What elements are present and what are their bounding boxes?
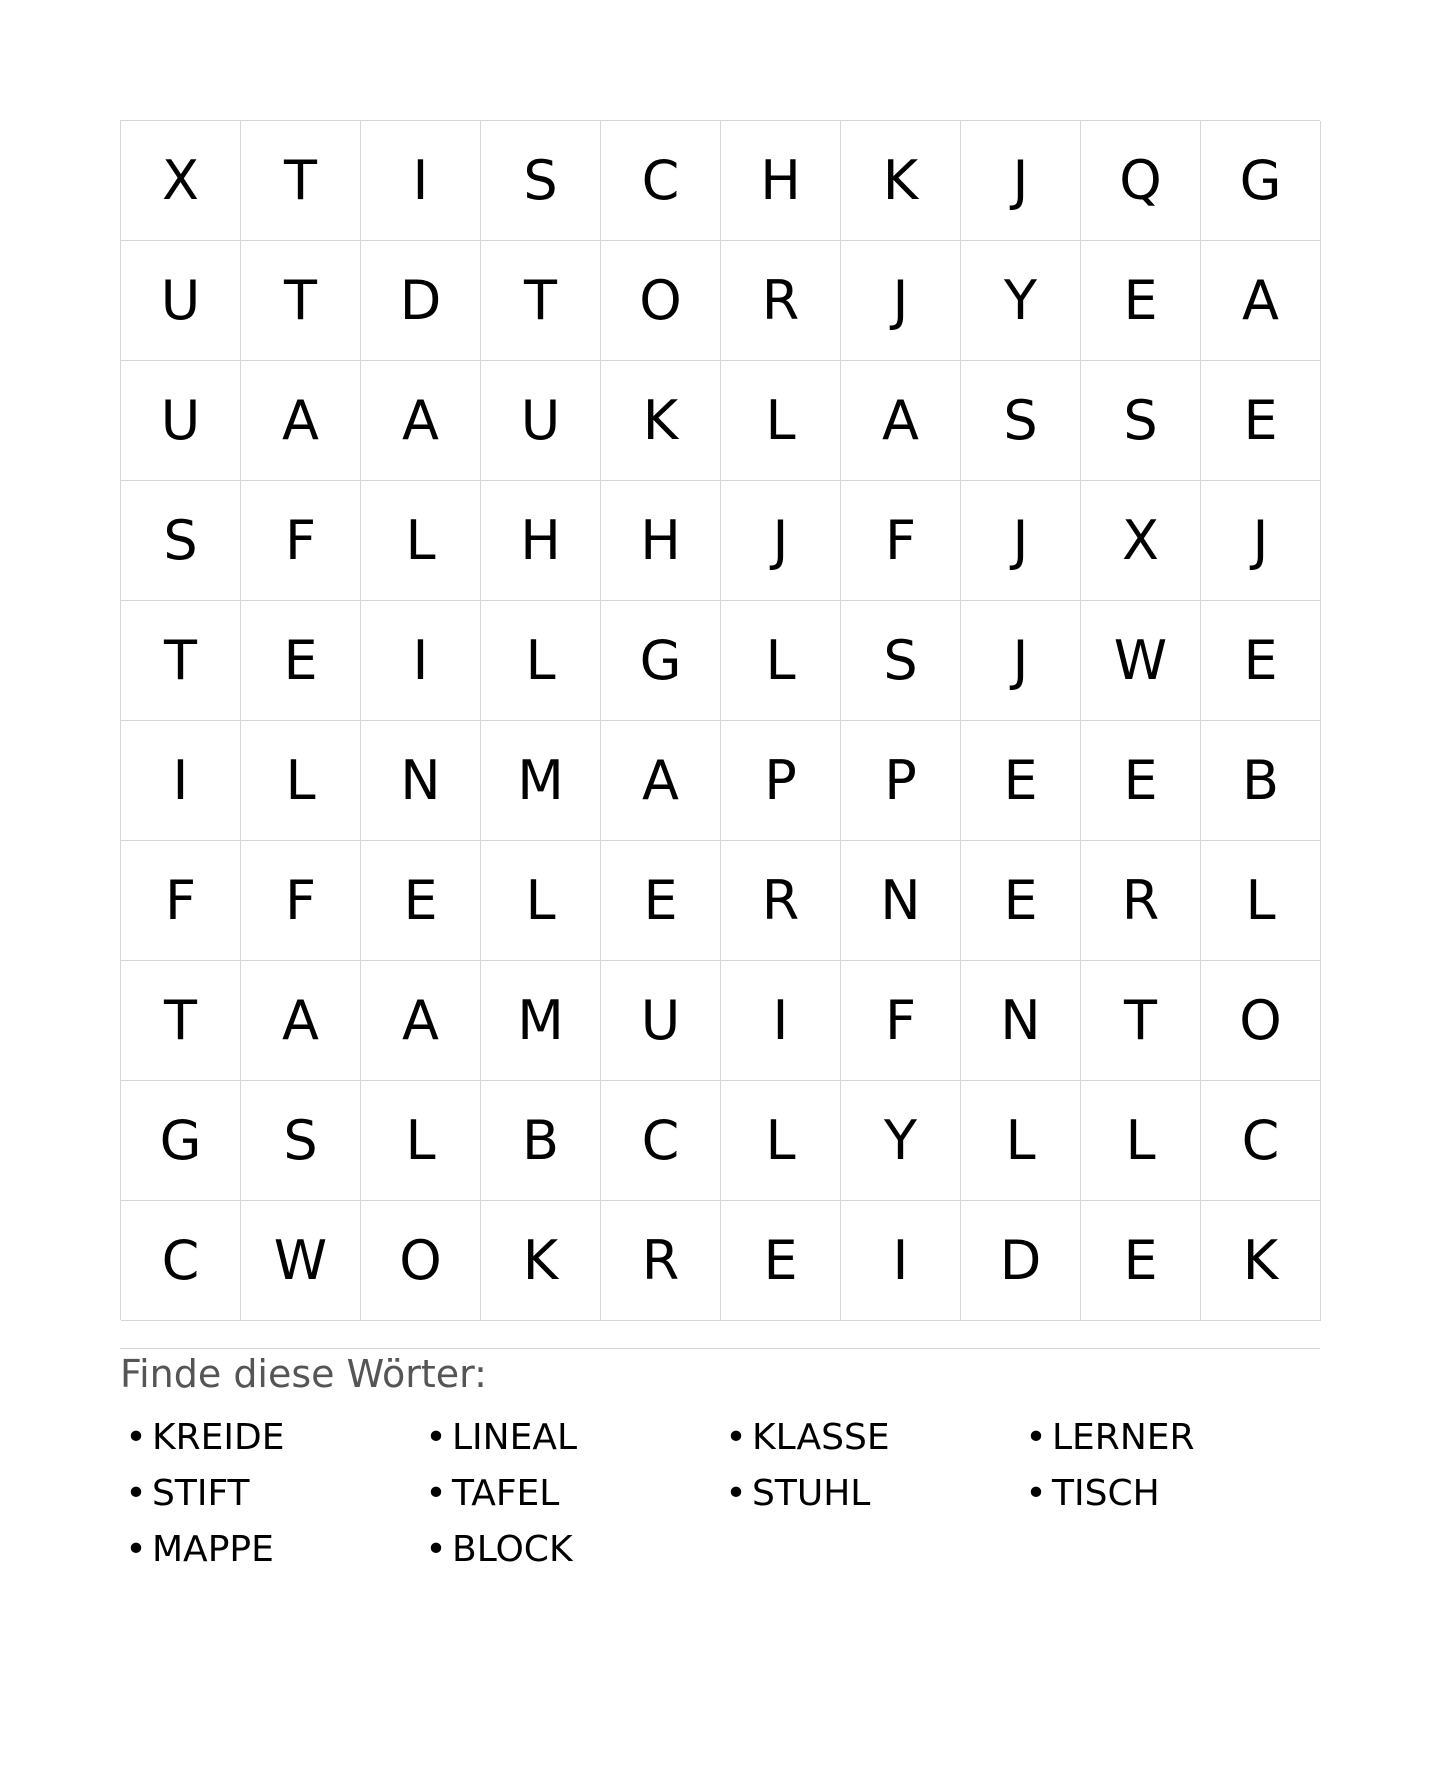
grid-cell[interactable]: I (361, 601, 481, 721)
word-list-item (120, 1522, 420, 1578)
word-label: LINEAL (452, 1417, 578, 1458)
word-list-item (720, 1410, 1020, 1466)
word-list-item (420, 1410, 720, 1466)
bullet-icon: • (1025, 1473, 1047, 1514)
grid-cell[interactable]: L (1081, 1081, 1201, 1201)
grid-cell[interactable]: Q (1081, 121, 1201, 241)
word-list-item (1020, 1466, 1320, 1522)
grid-cell[interactable]: C (121, 1201, 241, 1321)
grid-cell[interactable]: O (601, 241, 721, 361)
grid-cell[interactable]: K (841, 121, 961, 241)
grid-cell[interactable]: A (361, 361, 481, 481)
grid-cell[interactable]: D (961, 1201, 1081, 1321)
bullet-icon: • (425, 1529, 447, 1570)
grid-cell[interactable]: I (841, 1201, 961, 1321)
grid-cell[interactable]: M (481, 961, 601, 1081)
grid-cell[interactable]: L (721, 361, 841, 481)
grid-cell[interactable]: K (1201, 1201, 1321, 1321)
bullet-icon: • (125, 1529, 147, 1570)
grid-cell[interactable]: T (481, 241, 601, 361)
grid-cell[interactable]: S (121, 481, 241, 601)
grid-cell[interactable]: U (481, 361, 601, 481)
grid-cell[interactable]: R (721, 841, 841, 961)
grid-cell[interactable]: L (1201, 841, 1321, 961)
grid-cell[interactable]: A (841, 361, 961, 481)
grid-cell[interactable]: S (841, 601, 961, 721)
grid-cell[interactable]: T (241, 121, 361, 241)
grid-cell[interactable]: P (721, 721, 841, 841)
word-label: MAPPE (152, 1529, 274, 1570)
grid-cell[interactable]: K (601, 361, 721, 481)
word-label: LERNER (1052, 1417, 1195, 1458)
bullet-icon: • (425, 1417, 447, 1458)
grid-cell[interactable]: X (1081, 481, 1201, 601)
letter-grid (120, 120, 1320, 1320)
grid-cell[interactable]: W (241, 1201, 361, 1321)
grid-cell[interactable]: B (481, 1081, 601, 1201)
grid-cell[interactable]: L (361, 1081, 481, 1201)
word-list (120, 1410, 1320, 1578)
grid-cell[interactable]: L (361, 481, 481, 601)
grid-cell[interactable]: F (841, 481, 961, 601)
grid-cell[interactable]: X (121, 121, 241, 241)
bullet-icon: • (125, 1473, 147, 1514)
word-list-item (420, 1466, 720, 1522)
word-label: KLASSE (752, 1417, 890, 1458)
grid-cell[interactable]: L (721, 601, 841, 721)
grid-cell[interactable]: J (841, 241, 961, 361)
grid-cell[interactable]: R (601, 1201, 721, 1321)
grid-cell[interactable]: Y (841, 1081, 961, 1201)
grid-cell[interactable]: J (961, 601, 1081, 721)
grid-cell[interactable]: T (241, 241, 361, 361)
grid-cell[interactable]: J (721, 481, 841, 601)
grid-cell[interactable]: E (1201, 601, 1321, 721)
grid-cell[interactable]: L (721, 1081, 841, 1201)
word-label: STUHL (752, 1473, 871, 1514)
word-list-item (120, 1466, 420, 1522)
grid-cell[interactable]: A (1201, 241, 1321, 361)
grid-cell[interactable]: F (241, 481, 361, 601)
grid-cell[interactable]: I (721, 961, 841, 1081)
grid-cell[interactable]: S (481, 121, 601, 241)
grid-cell[interactable]: L (961, 1081, 1081, 1201)
grid-cell[interactable]: N (361, 721, 481, 841)
grid-cell[interactable]: A (241, 361, 361, 481)
grid-cell[interactable]: H (721, 121, 841, 241)
grid-cell[interactable]: C (601, 1081, 721, 1201)
grid-cell[interactable]: T (1081, 961, 1201, 1081)
grid-cell[interactable]: E (1081, 1201, 1201, 1321)
grid-cell[interactable]: C (601, 121, 721, 241)
grid-cell[interactable]: Y (961, 241, 1081, 361)
bullet-icon: • (725, 1417, 747, 1458)
grid-cell[interactable]: E (721, 1201, 841, 1321)
grid-cell[interactable]: E (241, 601, 361, 721)
bullet-icon: • (725, 1473, 747, 1514)
grid-cell[interactable]: A (361, 961, 481, 1081)
divider (120, 1348, 1320, 1349)
grid-cell[interactable]: E (1081, 241, 1201, 361)
grid-cell[interactable]: E (1081, 721, 1201, 841)
grid-cell[interactable]: W (1081, 601, 1201, 721)
grid-cell[interactable]: I (361, 121, 481, 241)
grid-cell[interactable]: H (601, 481, 721, 601)
grid-cell[interactable]: O (361, 1201, 481, 1321)
grid-cell[interactable]: K (481, 1201, 601, 1321)
grid-cell[interactable]: R (1081, 841, 1201, 961)
grid-cell[interactable]: L (481, 841, 601, 961)
instruction-text: Finde diese Wörter: (120, 1352, 487, 1396)
word-label: TAFEL (452, 1473, 560, 1514)
grid-cell[interactable]: G (121, 1081, 241, 1201)
grid-cell[interactable]: L (481, 601, 601, 721)
grid-cell[interactable]: U (121, 241, 241, 361)
grid-cell[interactable]: R (721, 241, 841, 361)
grid-cell[interactable]: S (1081, 361, 1201, 481)
grid-cell[interactable]: J (961, 121, 1081, 241)
grid-cell[interactable]: J (1201, 481, 1321, 601)
bullet-icon: • (1025, 1417, 1047, 1458)
grid-cell[interactable]: N (961, 961, 1081, 1081)
grid-cell[interactable]: P (841, 721, 961, 841)
grid-cell[interactable]: S (241, 1081, 361, 1201)
grid-cell[interactable]: D (361, 241, 481, 361)
bullet-icon: • (125, 1417, 147, 1458)
grid-cell[interactable]: I (121, 721, 241, 841)
word-label: STIFT (152, 1473, 250, 1514)
grid-cell[interactable]: F (241, 841, 361, 961)
grid-cell[interactable]: A (241, 961, 361, 1081)
word-label: TISCH (1052, 1473, 1160, 1514)
grid-cell[interactable]: C (1201, 1081, 1321, 1201)
grid-cell[interactable]: E (601, 841, 721, 961)
grid-cell[interactable]: T (121, 601, 241, 721)
grid-cell[interactable]: B (1201, 721, 1321, 841)
grid-cell[interactable]: E (1201, 361, 1321, 481)
grid-cell[interactable]: F (121, 841, 241, 961)
grid-cell[interactable]: U (121, 361, 241, 481)
grid-cell[interactable]: L (241, 721, 361, 841)
word-label: BLOCK (452, 1529, 573, 1570)
word-list-item (720, 1466, 1020, 1522)
grid-cell[interactable]: T (121, 961, 241, 1081)
grid-cell[interactable]: J (961, 481, 1081, 601)
grid-cell[interactable]: H (481, 481, 601, 601)
grid-cell[interactable]: M (481, 721, 601, 841)
grid-cell[interactable]: N (841, 841, 961, 961)
word-list-item (120, 1410, 420, 1466)
word-label: KREIDE (152, 1417, 285, 1458)
word-list-item (420, 1522, 720, 1578)
grid-cell[interactable]: U (601, 961, 721, 1081)
grid-cell[interactable]: G (1201, 121, 1321, 241)
grid-cell[interactable]: G (601, 601, 721, 721)
grid-cell[interactable]: E (961, 841, 1081, 961)
word-list-item (1020, 1410, 1320, 1466)
grid-cell[interactable]: S (961, 361, 1081, 481)
grid-cell[interactable]: E (361, 841, 481, 961)
grid-cell[interactable]: O (1201, 961, 1321, 1081)
grid-cell[interactable]: F (841, 961, 961, 1081)
bullet-icon: • (425, 1473, 447, 1514)
grid-cell[interactable]: E (961, 721, 1081, 841)
grid-cell[interactable]: A (601, 721, 721, 841)
